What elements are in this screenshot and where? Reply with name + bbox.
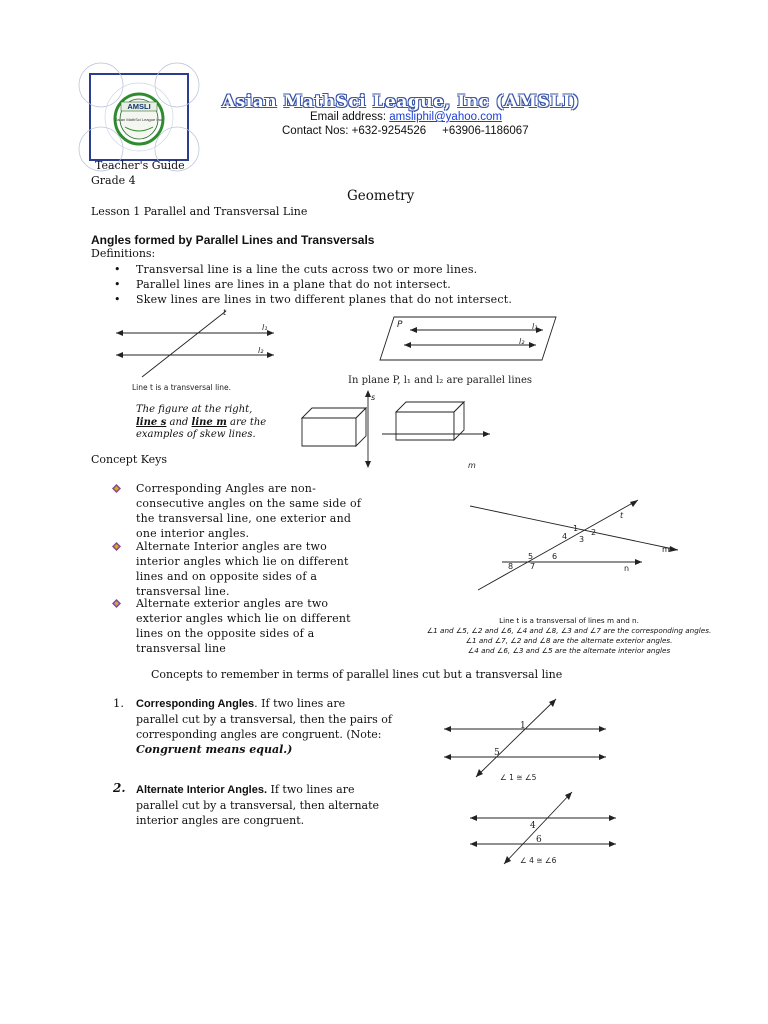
ck-line: Corresponding Angles are non-: [136, 482, 317, 495]
angle-label-6: 6: [552, 552, 558, 561]
ck-line: lines and on opposite sides of a: [136, 570, 318, 583]
concept1-text1: . If two lines are: [254, 697, 346, 710]
angle-label-4: 4: [562, 532, 568, 541]
angles-caption-line: ∠1 and ∠7, ∠2 and ∠8 are the alternate exterior angles.: [465, 636, 673, 645]
transversal-figure: [112, 305, 282, 395]
figure1-caption: Line t is a transversal line.: [132, 383, 232, 392]
label-t: t: [223, 308, 227, 317]
concepts-heading: Concepts to remember in terms of parallel lines cut but a transversal line: [151, 668, 563, 681]
skew-caption-and: and: [166, 416, 192, 428]
figure2-caption: In plane P, l₁ and l₂ are parallel lines: [348, 375, 533, 386]
corr-label-5: 5: [494, 748, 500, 758]
corr-caption: ∠ 1 ≅ ∠5: [500, 773, 537, 782]
concept1-number: 1.: [113, 696, 124, 710]
page-title: Geometry: [347, 188, 415, 204]
plane-figure: [348, 313, 560, 393]
bullet-icon: [112, 484, 121, 493]
teachers-guide-label: Teacher's Guide: [95, 159, 185, 172]
grade-label: Grade 4: [91, 174, 136, 187]
concept2-title: Alternate Interior Angles.: [136, 784, 268, 796]
plane-label-l1: l₁: [532, 322, 538, 331]
concept2-text: [136, 782, 379, 828]
definition-item: • Parallel lines are lines in a plane that do not intersect.: [112, 277, 512, 292]
angle-label-2: 2: [591, 528, 597, 537]
concept2-text3: interior angles are congruent.: [136, 814, 305, 827]
ck-line: Alternate exterior angles are two: [136, 597, 329, 610]
angles-caption-line: Line t is a transversal of lines m and n.: [499, 616, 639, 625]
corr-label-1: 1: [520, 721, 526, 731]
ck-line: the transversal line, one exterior and: [136, 512, 352, 525]
concept2-text1: If two lines are: [267, 783, 355, 796]
angle-label-1: 1: [573, 524, 579, 533]
angle-label-7: 7: [530, 562, 536, 571]
lesson-title: Lesson 1 Parallel and Transversal Line: [91, 205, 308, 218]
bullet-icon: [112, 542, 121, 551]
angles-caption-line: ∠1 and ∠5, ∠2 and ∠6, ∠4 and ∠8, ∠3 and ∠7 are the corresponding angles.: [426, 626, 712, 635]
label-m: m: [662, 545, 670, 554]
concept1-text: [136, 696, 392, 757]
email-link[interactable]: amsliphil@yahoo.com: [389, 111, 502, 123]
alt-label-4: 4: [530, 821, 536, 831]
definition-item: • Skew lines are lines in two different planes that do not intersect.: [112, 292, 512, 307]
organization-name: Asian MathSci League, Inc (AMSLI): [222, 92, 580, 112]
label-p: P: [397, 320, 403, 330]
concept1-text2: parallel cut by a transversal, then the pairs of: [136, 713, 392, 726]
concept-key-alt-exterior: [112, 596, 351, 656]
ck-line: transversal line.: [136, 585, 230, 598]
angle-label-8: 8: [508, 562, 514, 571]
skew-caption: [136, 404, 266, 442]
label-l1: l₁: [262, 323, 268, 332]
ck-line: one interior angles.: [136, 527, 250, 540]
alt-interior-figure: [466, 788, 626, 868]
concept-key-alt-interior: [112, 539, 349, 599]
angles-caption-line: ∠4 and ∠6, ∠3 and ∠5 are the alternate interior angles: [467, 646, 671, 655]
section-heading: Angles formed by Parallel Lines and Transversals: [91, 233, 375, 247]
concept-key-corresponding: [112, 481, 361, 541]
logo-graphic: [91, 75, 187, 159]
ck-line: Alternate Interior angles are two: [136, 540, 327, 553]
concept1-title: Corresponding Angles: [136, 698, 255, 710]
concept2-number: 2.: [113, 781, 126, 795]
ck-line: transversal line: [136, 642, 226, 655]
line-t: [142, 311, 226, 377]
ck-line: consecutive angles on the same side of: [136, 497, 362, 510]
concept1-text3: corresponding angles are congruent. (Note:: [136, 728, 382, 741]
email-label: Email address:: [310, 111, 387, 123]
logo-text: AMSLI: [127, 102, 151, 111]
angles-figure: [466, 498, 692, 594]
skew-caption-line1: The figure at the right,: [136, 404, 253, 415]
ck-line: interior angles which lie on different: [136, 555, 349, 568]
contact-numbers: Contact Nos: +632-9254526 +63906-1186067: [282, 125, 529, 137]
line-t: [478, 500, 638, 590]
corresponding-figure: [440, 695, 610, 785]
skew-caption-are: are the: [226, 416, 267, 428]
label-t: t: [620, 511, 624, 520]
plane-label-l2: l₂: [519, 337, 525, 346]
concept1-note: Congruent means equal.): [136, 743, 293, 756]
label-s: s: [371, 393, 376, 402]
plane-p: [380, 317, 556, 360]
email-line: [310, 111, 502, 123]
angle-label-5: 5: [528, 552, 534, 561]
skew-caption-line-s: line s: [136, 416, 167, 428]
skew-figure: [296, 388, 496, 470]
concept-keys-title: Concept Keys: [91, 453, 168, 466]
alt-caption: ∠ 4 ≅ ∠6: [520, 856, 557, 865]
label-m: m: [468, 461, 476, 470]
ck-line: lines on the opposite sides of a: [136, 627, 315, 640]
angles-caption: [414, 616, 724, 656]
definitions-label: Definitions:: [91, 247, 156, 260]
bullet-icon: [112, 599, 121, 608]
logo-subtext: Asian MathSci League Inc.: [115, 117, 163, 122]
label-l2: l₂: [258, 346, 264, 355]
ck-line: exterior angles which lie on different: [136, 612, 351, 625]
skew-caption-line3: examples of skew lines.: [136, 429, 256, 440]
skew-caption-line-m: line m: [191, 416, 227, 428]
label-n: n: [624, 564, 630, 573]
concept2-text2: parallel cut by a transversal, then alternate: [136, 799, 380, 812]
definition-item: • Transversal line is a line the cuts across two or more lines.: [112, 262, 512, 277]
definitions-list: [112, 262, 512, 307]
amsli-logo: [89, 73, 189, 161]
angle-label-3: 3: [579, 535, 585, 544]
alt-label-6: 6: [536, 835, 542, 845]
